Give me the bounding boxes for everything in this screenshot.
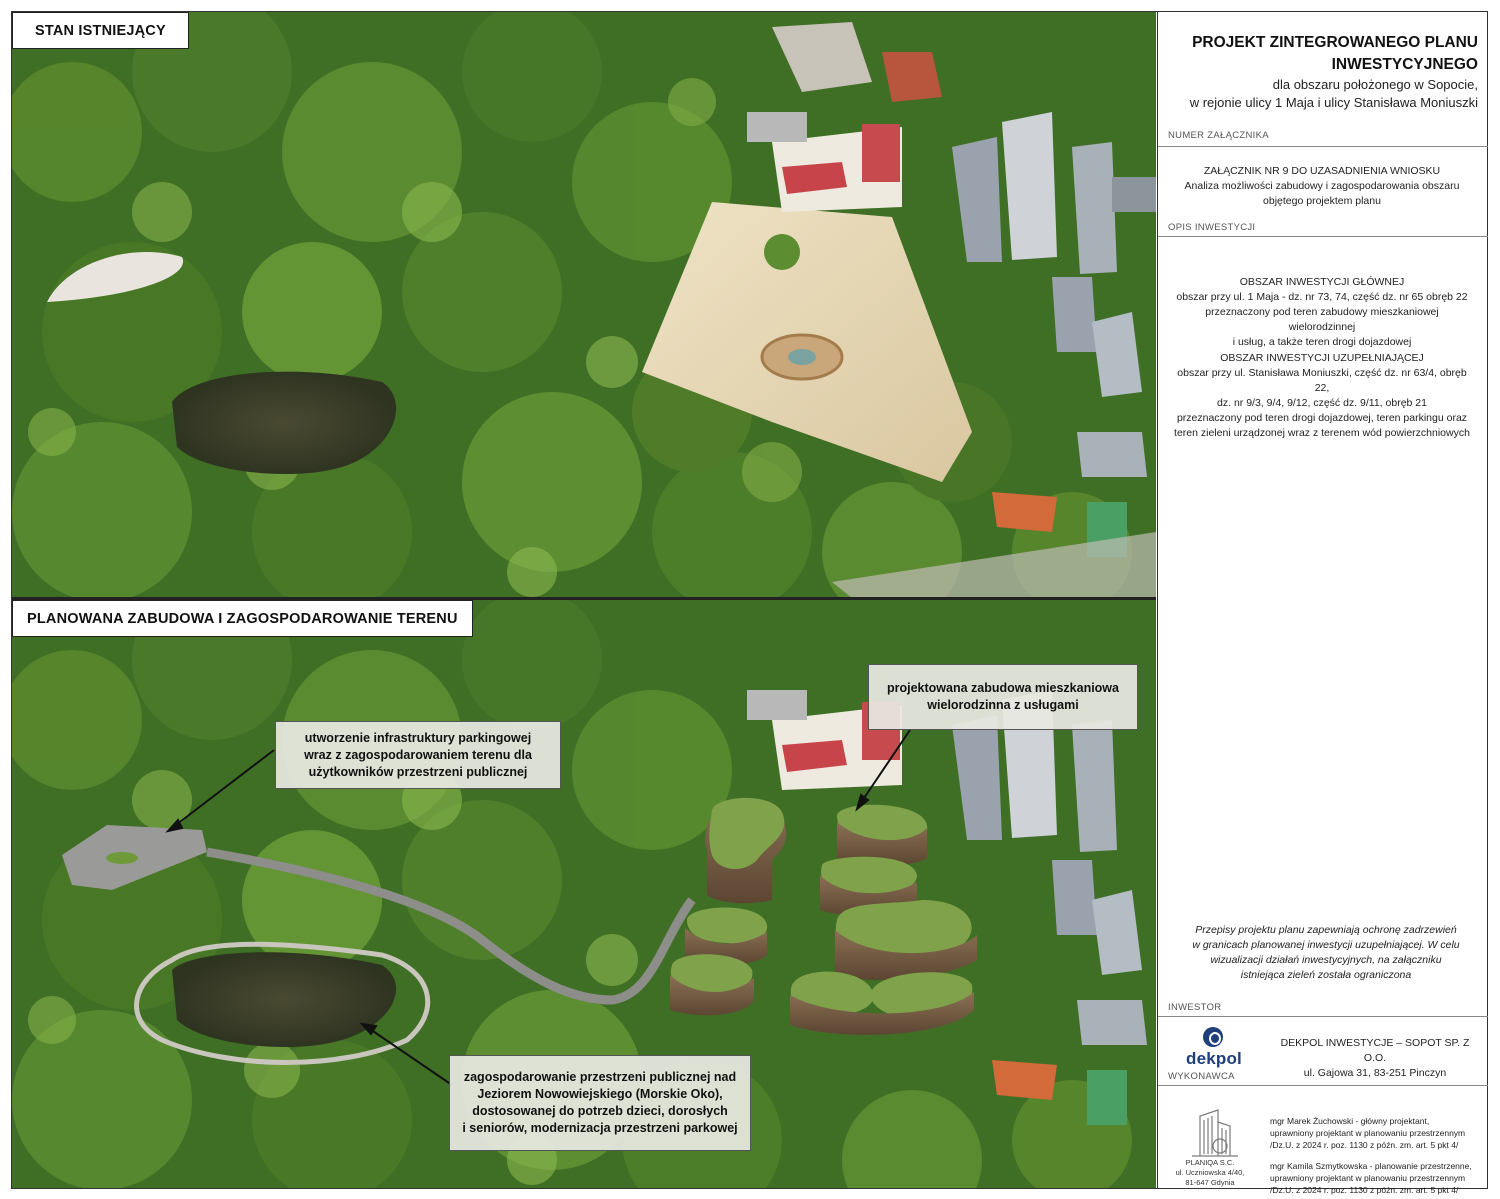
project-title-line: PROJEKT ZINTEGROWANEGO PLANU: [1192, 34, 1478, 51]
dekpol-wordmark: dekpol: [1186, 1049, 1242, 1068]
supplementary-area-title: OBSZAR INWESTYCJI UZUPEŁNIAJĄCEJ: [1220, 352, 1424, 364]
lake-callout-line: zagospodarowanie przestrzeni publicznej nad: [463, 1070, 737, 1084]
attachment-block: [1172, 164, 1472, 209]
project-subtitle-line: dla obszaru położonego w Sopocie,: [1272, 77, 1478, 92]
dekpol-mark-icon: [1203, 1027, 1223, 1047]
supplementary-area-line: dz. nr 9/3, 9/4, 9/12, część dz. 9/11, obręb 21: [1217, 397, 1427, 409]
contractor-label: WYKONAWCA: [1168, 1071, 1235, 1082]
supplementary-area-line: teren zieleni urządzonej wraz z terenem wód powierzchniowych: [1174, 427, 1470, 439]
planiqa-address: ul. Uczniowska 4/40,: [1175, 1168, 1245, 1177]
existing-state-panel: [12, 12, 1156, 598]
designer-planning: [1270, 1160, 1484, 1196]
divider: [1158, 1016, 1488, 1017]
contractor-details: [1270, 1115, 1484, 1199]
supplementary-area-block: [1172, 351, 1472, 441]
project-title: [1158, 32, 1478, 76]
divider: [1158, 146, 1488, 147]
parking-callout-line: utworzenie infrastruktury parkingowej: [304, 730, 532, 745]
housing-callout-line: wielorodzinna z usługami: [927, 698, 1079, 712]
attachment-description: Analiza możliwości zabudowy i zagospodarowania obszaru: [1184, 180, 1460, 192]
project-subtitle-line: w rejonie ulicy 1 Maja i ulicy Stanisława Moniuszki: [1189, 95, 1478, 110]
planiqa-name: PLANIQA S.C.: [1185, 1158, 1235, 1167]
investor-name: DEKPOL INWESTYCJE – SOPOT SP. Z O.O.: [1280, 1037, 1470, 1064]
greenery-note: [1176, 923, 1476, 983]
greenery-note-line: istniejąca zieleń została ograniczona: [1240, 969, 1412, 981]
planiqa-address: 81-647 Gdynia: [1185, 1178, 1235, 1187]
main-area-line: i usług, a także teren drogi dojazdowej: [1232, 336, 1412, 348]
attachment-description: objętego projektem planu: [1263, 195, 1381, 207]
housing-callout-line: projektowana zabudowa mieszkaniowa: [886, 681, 1119, 695]
info-column: [1157, 12, 1487, 1195]
planned-development-panel: [12, 600, 1156, 1188]
dekpol-logo: [1180, 1027, 1250, 1077]
divider: [1158, 236, 1488, 237]
lake-callout-line: dostosowanej do potrzeb dzieci, dorosłych: [472, 1104, 728, 1118]
investor-label: INWESTOR: [1168, 1002, 1222, 1013]
greenery-note-line: wizualizacji działań inwestycyjnych, na załączniku: [1210, 954, 1442, 966]
designer-main: [1270, 1115, 1484, 1151]
designer-planning-line: /Dz.U. z 2024 r. poz. 1130 z późn. zm. art. 5 pkt 4/: [1270, 1185, 1459, 1195]
main-area-block: [1172, 275, 1472, 350]
designer-main-line: /Dz.U. z 2024 r. poz. 1130 z późn. zm. art. 5 pkt 4/: [1270, 1140, 1459, 1150]
main-area-line: przeznaczony pod teren zabudowy mieszkaniowej wielorodzinnej: [1205, 306, 1439, 333]
description-label: OPIS INWESTYCJI: [1168, 222, 1256, 233]
lake-callout: [449, 1055, 751, 1151]
supplementary-area-line: przeznaczony pod teren drogi dojazdowej, teren parkingu oraz: [1176, 412, 1468, 424]
parking-callout-line: wraz z zagospodarowaniem terenu dla: [304, 747, 532, 762]
designer-planning-line: mgr Kamila Szmytkowska - planowanie przestrzenne,: [1270, 1161, 1472, 1171]
project-title-line: INWESTYCYJNEGO: [1331, 56, 1478, 73]
greenery-note-line: Przepisy projektu planu zapewniają ochronę zadrzewień: [1195, 924, 1457, 936]
investor-address: ul. Gajowa 31, 83-251 Pinczyn: [1303, 1067, 1447, 1079]
divider: [1158, 1085, 1488, 1086]
main-area-title: OBSZAR INWESTYCJI GŁÓWNEJ: [1239, 276, 1405, 288]
parking-callout: [275, 721, 561, 789]
planned-development-title: PLANOWANA ZABUDOWA I ZAGOSPODAROWANIE TERENU: [12, 600, 473, 637]
designer-planning-line: uprawniony projektant w planowaniu przestrzennym: [1270, 1173, 1466, 1183]
attachment-number: ZAŁĄCZNIK NR 9 DO UZASADNIENIA WNIOSKU: [1203, 165, 1441, 177]
investor-details: [1270, 1036, 1480, 1081]
project-subtitle: [1158, 76, 1478, 112]
lake-callout-line: Jeziorem Nowowiejskiego (Morskie Oko),: [477, 1087, 723, 1101]
housing-callout: [868, 664, 1138, 730]
designer-main-line: uprawniony projektant w planowaniu przestrzennym: [1270, 1128, 1466, 1138]
planiqa-caption: [1162, 1158, 1258, 1188]
supplementary-area-line: obszar przy ul. Stanisława Moniuszki, część dz. nr 63/4, obręb 22,: [1177, 367, 1467, 394]
existing-state-title: STAN ISTNIEJĄCY: [12, 12, 189, 49]
designer-main-line: mgr Marek Żuchowski - główny projektant,: [1270, 1116, 1430, 1126]
lake-callout-line: i seniorów, modernizacja przestrzeni parkowej: [462, 1121, 738, 1135]
existing-aerial-view: [12, 12, 1156, 598]
main-area-line: obszar przy ul. 1 Maja - dz. nr 73, 74, część dz. nr 65 obręb 22: [1176, 291, 1468, 303]
greenery-note-line: w granicach planowanej inwestycji uzupełniającej. W celu: [1192, 939, 1460, 951]
attachment-label: NUMER ZAŁĄCZNIKA: [1168, 130, 1269, 141]
parking-callout-line: użytkowników przestrzeni publicznej: [308, 764, 528, 779]
